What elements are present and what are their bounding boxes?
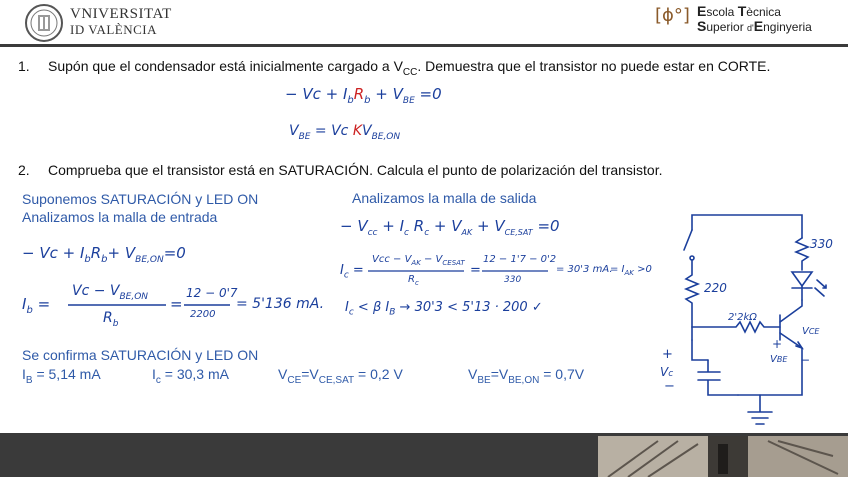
ib-denominator: $R_b$ <box>103 310 119 329</box>
handwritten-output-equation: − $V_{cc} + I_c$ $R_c + V_{AK} + V_{CE,SAT} =0$ <box>340 217 560 238</box>
r-base-top-label: 220 <box>704 281 727 295</box>
ic-denominator: $R_c$ <box>408 274 419 287</box>
vc-circuit-label: Vc <box>660 365 674 379</box>
ic-numerator: Vcc − $V_{AK} - V_{CESAT}$ <box>372 254 465 267</box>
vbe-plus-sign: + <box>772 337 783 351</box>
handwritten-equation-2: $V_{BE} = Vc$ $KV_{BE,ON}$ <box>289 123 401 142</box>
ic-numerator-values: 12 − 1'7 − 0'2 <box>483 254 557 265</box>
vbe-circuit-label: VBE <box>770 354 788 365</box>
handwritten-input-equation: − $Vc + I_bR_b+ V_{BE,ON}=0$ <box>22 244 186 265</box>
r-base-label: 2'2kΩ <box>728 312 757 323</box>
ib-denominator-values: 2200 <box>190 309 216 320</box>
ic-fraction-bar <box>368 269 468 273</box>
question-2-text: Comprueba que el transistor está en SATURACIÓN. Calcula el punto de polarización del transistor. <box>48 162 663 178</box>
vbe-value: $V_{BE}=V_{BE,ON} = 0,7V$ <box>468 366 585 386</box>
circuit-diagram <box>640 200 840 432</box>
ib-lhs: $I_b$ = <box>22 295 51 316</box>
ic-result: = 30'3 mA. <box>556 264 613 275</box>
question-2-number: 2. <box>18 162 30 178</box>
vc-minus-sign: − <box>664 379 675 394</box>
vc-plus-sign: + <box>662 347 673 362</box>
university-line-2: ID VALÈNCIA <box>70 22 157 37</box>
question-1: 1. Supón que el condensador está inicialmente cargado a $V_{CC}$. Demuestra que el transistor no puede estar en CORTE. <box>18 58 771 78</box>
question-1-text-b: . Demuestra que el transistor no puede estar en CORTE. <box>417 58 771 74</box>
university-name <box>70 7 172 37</box>
header-divider <box>0 44 848 47</box>
ib-numerator-values: 12 − 0'7 <box>186 286 238 300</box>
vce-value: $V_{CE}=V_{CE,SAT} = 0,2$ V <box>278 366 403 386</box>
handwritten-equation-1: − $Vc + I_bR_b + V_{BE} =0$ <box>285 85 442 106</box>
ib-numerator: $Vc - V_{BE,ON}$ <box>72 283 149 302</box>
ic-lhs: $I_c$ = <box>340 263 364 281</box>
r-collector-label: 330 <box>810 237 833 251</box>
vce-circuit-label: VCE <box>802 326 820 337</box>
university-seal-icon <box>24 3 64 43</box>
school-logo-icon: [ϕ°] <box>655 5 690 26</box>
ic-fraction-bar-2 <box>482 269 552 273</box>
ib-equals: = <box>170 295 183 313</box>
saturation-check: $I_c < \beta$ $I_B \to 30'3 < 5'13 \cdot 200$ ✓ <box>345 300 543 318</box>
output-mesh-text: Analizamos la malla de salida <box>352 190 537 206</box>
assumption-text: Suponemos SATURACIÓN y LED ON <box>22 191 259 207</box>
ib-value: $I_B = 5,14$ mA <box>22 366 101 386</box>
ic-result-2: = $I_{AK} >0$ <box>610 264 652 277</box>
ic-equals: = <box>470 263 481 278</box>
ib-result: = 5'136 mA. <box>236 296 325 312</box>
ib-fraction-bar-2 <box>184 303 234 307</box>
ic-denominator-values: 330 <box>504 275 522 285</box>
confirmation-text: Se confirma SATURACIÓN y LED ON <box>22 347 259 363</box>
university-line-1: VNIVERSITAT <box>70 6 172 22</box>
ib-fraction-bar <box>68 303 168 307</box>
input-mesh-text: Analizamos la malla de entrada <box>22 209 218 225</box>
ic-value: $I_c = 30,3$ mA <box>152 366 229 386</box>
school-name: Escola Tècnica Superior d'Enginyeria <box>697 3 812 34</box>
question-2 <box>18 162 663 178</box>
building-photo <box>598 436 848 477</box>
question-1-number: 1. <box>18 58 30 74</box>
vbe-minus-sign: − <box>800 353 811 367</box>
question-1-text-a: Supón que el condensador está inicialmente cargado a V <box>48 58 403 74</box>
